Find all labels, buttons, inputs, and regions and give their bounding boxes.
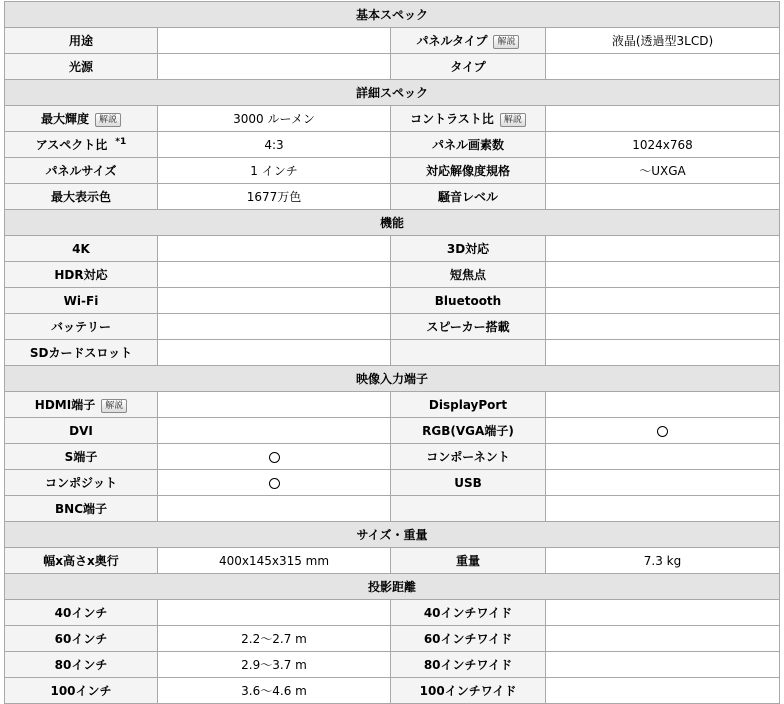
dvi-value xyxy=(158,418,391,444)
distance-wide-label: 40インチワイド xyxy=(391,600,546,626)
component-value xyxy=(546,444,780,470)
distance-value: 3.6～4.6 m xyxy=(158,678,391,704)
spec-row xyxy=(5,444,780,470)
supported-circle-icon xyxy=(269,478,280,489)
light-source-value xyxy=(158,54,391,80)
dvi-label: DVI xyxy=(5,418,158,444)
usage-label: 用途 xyxy=(5,28,158,54)
composite-value xyxy=(158,470,391,496)
distance-value xyxy=(158,600,391,626)
spec-row xyxy=(5,158,780,184)
section-row xyxy=(5,80,780,106)
colors-label: 最大表示色 xyxy=(5,184,158,210)
section-row xyxy=(5,574,780,600)
spec-row xyxy=(5,600,780,626)
bnc-value xyxy=(158,496,391,522)
hdmi-label: HDMI端子 xyxy=(34,398,96,412)
weight-label: 重量 xyxy=(391,548,546,574)
distance-value: 2.9～3.7 m xyxy=(158,652,391,678)
s-video-value xyxy=(158,444,391,470)
spec-row xyxy=(5,314,780,340)
feature-label: 短焦点 xyxy=(391,262,546,288)
spec-row xyxy=(5,548,780,574)
spec-row xyxy=(5,340,780,366)
distance-wide-value xyxy=(546,678,780,704)
contrast-help-button[interactable]: 解説 xyxy=(500,113,526,127)
supported-circle-icon xyxy=(269,452,280,463)
resolution-value: ～UXGA xyxy=(546,158,780,184)
section-distance-heading: 投影距離 xyxy=(5,574,780,600)
contrast-label-cell xyxy=(391,106,546,132)
displayport-value xyxy=(546,392,780,418)
section-basic-heading: 基本スペック xyxy=(5,2,780,28)
s-video-label: S端子 xyxy=(5,444,158,470)
feature-label xyxy=(391,340,546,366)
displayport-label: DisplayPort xyxy=(391,392,546,418)
type-label: タイプ xyxy=(391,54,546,80)
spec-table xyxy=(4,1,780,704)
feature-value xyxy=(158,340,391,366)
spec-row xyxy=(5,496,780,522)
spec-row xyxy=(5,132,780,158)
spec-row xyxy=(5,418,780,444)
spec-row xyxy=(5,54,780,80)
feature-value xyxy=(158,236,391,262)
panel-size-value-link[interactable]: 1 インチ xyxy=(158,158,391,184)
brightness-label-cell xyxy=(5,106,158,132)
dimensions-label: 幅x高さx奥行 xyxy=(5,548,158,574)
pixels-value: 1024x768 xyxy=(546,132,780,158)
hdmi-label-cell xyxy=(5,392,158,418)
feature-label: 4K xyxy=(5,236,158,262)
distance-wide-label: 80インチワイド xyxy=(391,652,546,678)
aspect-footnote-mark: *1 xyxy=(115,137,127,147)
spec-row xyxy=(5,262,780,288)
feature-label: バッテリー xyxy=(5,314,158,340)
distance-value: 2.2～2.7 m xyxy=(158,626,391,652)
resolution-label: 対応解像度規格 xyxy=(391,158,546,184)
type-value xyxy=(546,54,780,80)
empty-value xyxy=(546,496,780,522)
supported-circle-icon xyxy=(657,426,668,437)
section-row xyxy=(5,522,780,548)
section-inputs-heading: 映像入力端子 xyxy=(5,366,780,392)
feature-label: 3D対応 xyxy=(391,236,546,262)
panel-type-value-link[interactable]: 液晶(透過型3LCD) xyxy=(546,28,780,54)
feature-value xyxy=(546,262,780,288)
feature-value xyxy=(546,236,780,262)
feature-value xyxy=(158,262,391,288)
usage-value xyxy=(158,28,391,54)
rgb-value xyxy=(546,418,780,444)
panel-type-label: パネルタイプ xyxy=(416,34,488,48)
spec-row xyxy=(5,236,780,262)
distance-wide-label: 60インチワイド xyxy=(391,626,546,652)
noise-label: 騒音レベル xyxy=(391,184,546,210)
panel-type-help-button[interactable]: 解説 xyxy=(493,35,519,49)
section-row xyxy=(5,2,780,28)
contrast-value xyxy=(546,106,780,132)
spec-row xyxy=(5,652,780,678)
distance-wide-value xyxy=(546,600,780,626)
spec-row xyxy=(5,106,780,132)
spec-row xyxy=(5,392,780,418)
contrast-label: コントラスト比 xyxy=(410,112,494,126)
noise-value xyxy=(546,184,780,210)
distance-label: 80インチ xyxy=(5,652,158,678)
feature-value xyxy=(546,288,780,314)
brightness-label: 最大輝度 xyxy=(40,112,89,126)
section-row xyxy=(5,366,780,392)
aspect-label-cell xyxy=(5,132,158,158)
brightness-help-button[interactable]: 解説 xyxy=(95,113,121,127)
spec-row xyxy=(5,470,780,496)
distance-wide-value xyxy=(546,626,780,652)
brightness-value-link[interactable]: 3000 ルーメン xyxy=(158,106,391,132)
feature-value xyxy=(158,288,391,314)
spec-row xyxy=(5,288,780,314)
distance-label: 100インチ xyxy=(5,678,158,704)
section-row xyxy=(5,210,780,236)
feature-value xyxy=(546,340,780,366)
feature-label: HDR対応 xyxy=(5,262,158,288)
colors-value: 1677万色 xyxy=(158,184,391,210)
section-detail-heading: 詳細スペック xyxy=(5,80,780,106)
usb-value xyxy=(546,470,780,496)
pixels-label: パネル画素数 xyxy=(391,132,546,158)
panel-type-label-cell xyxy=(391,28,546,54)
aspect-label: アスペクト比 xyxy=(35,138,108,152)
spec-row xyxy=(5,28,780,54)
light-source-label: 光源 xyxy=(5,54,158,80)
component-label: コンポーネント xyxy=(391,444,546,470)
distance-wide-label: 100インチワイド xyxy=(391,678,546,704)
bnc-label: BNC端子 xyxy=(5,496,158,522)
feature-label: Wi-Fi xyxy=(5,288,158,314)
feature-label: スピーカー搭載 xyxy=(391,314,546,340)
weight-value-link[interactable]: 7.3 kg xyxy=(546,548,780,574)
section-size-heading: サイズ・重量 xyxy=(5,522,780,548)
hdmi-value xyxy=(158,392,391,418)
distance-wide-value xyxy=(546,652,780,678)
feature-label: SDカードスロット xyxy=(5,340,158,366)
spec-row xyxy=(5,678,780,704)
spec-row xyxy=(5,626,780,652)
feature-label: Bluetooth xyxy=(391,288,546,314)
hdmi-help-button[interactable]: 解説 xyxy=(101,399,127,413)
section-features-heading: 機能 xyxy=(5,210,780,236)
rgb-label: RGB(VGA端子) xyxy=(391,418,546,444)
feature-value xyxy=(158,314,391,340)
feature-value xyxy=(546,314,780,340)
usb-label: USB xyxy=(391,470,546,496)
distance-label: 60インチ xyxy=(5,626,158,652)
aspect-value-link[interactable]: 4:3 xyxy=(158,132,391,158)
composite-label: コンポジット xyxy=(5,470,158,496)
dimensions-value: 400x145x315 mm xyxy=(158,548,391,574)
panel-size-label: パネルサイズ xyxy=(5,158,158,184)
empty-label xyxy=(391,496,546,522)
distance-label: 40インチ xyxy=(5,600,158,626)
spec-row xyxy=(5,184,780,210)
